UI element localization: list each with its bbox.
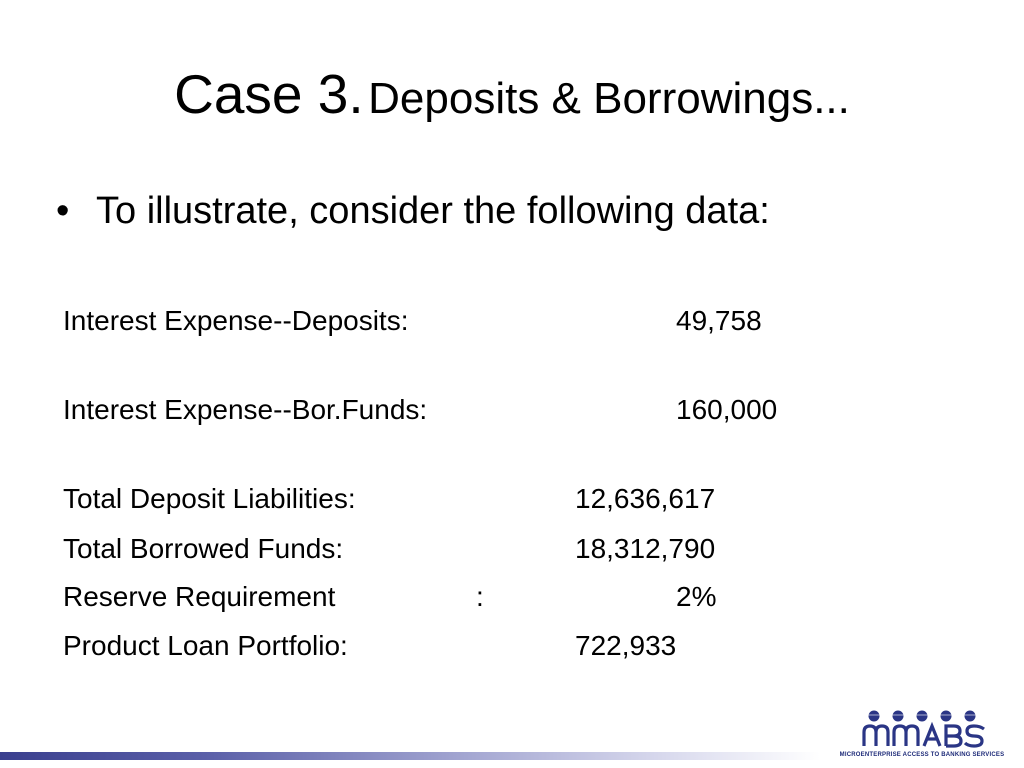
slide-title [0, 62, 1024, 126]
footer-gradient-bar [0, 752, 820, 760]
title-main: Case 3. [174, 63, 364, 125]
title-sub: Deposits & Borrowings... [368, 74, 850, 123]
mabs-logo [860, 708, 990, 748]
row-label: Reserve Requirement [63, 581, 336, 612]
bullet-text: To illustrate, consider the following data: [96, 190, 770, 232]
row-label: Interest Expense--Deposits: [63, 305, 409, 336]
row-value: 49,758 [676, 305, 762, 336]
row-label: Total Deposit Liabilities: [63, 483, 356, 514]
row-value: 2% [676, 581, 717, 612]
row-value: 18,312,790 [575, 533, 716, 564]
logo-caption: MICROENTERPRISE ACCESS TO BANKING SERVICES [839, 752, 1005, 758]
row-value: 12,636,617 [575, 483, 716, 514]
row-label: Interest Expense--Bor.Funds: [63, 394, 428, 425]
bullet-marker: • [56, 190, 70, 232]
row-label: Total Borrowed Funds: [63, 533, 344, 564]
row-separator: : [476, 581, 484, 612]
bullet-item [56, 190, 770, 233]
row-label: Product Loan Portfolio: [63, 630, 348, 661]
row-value: 160,000 [676, 394, 778, 425]
row-value: 722,933 [575, 630, 677, 661]
